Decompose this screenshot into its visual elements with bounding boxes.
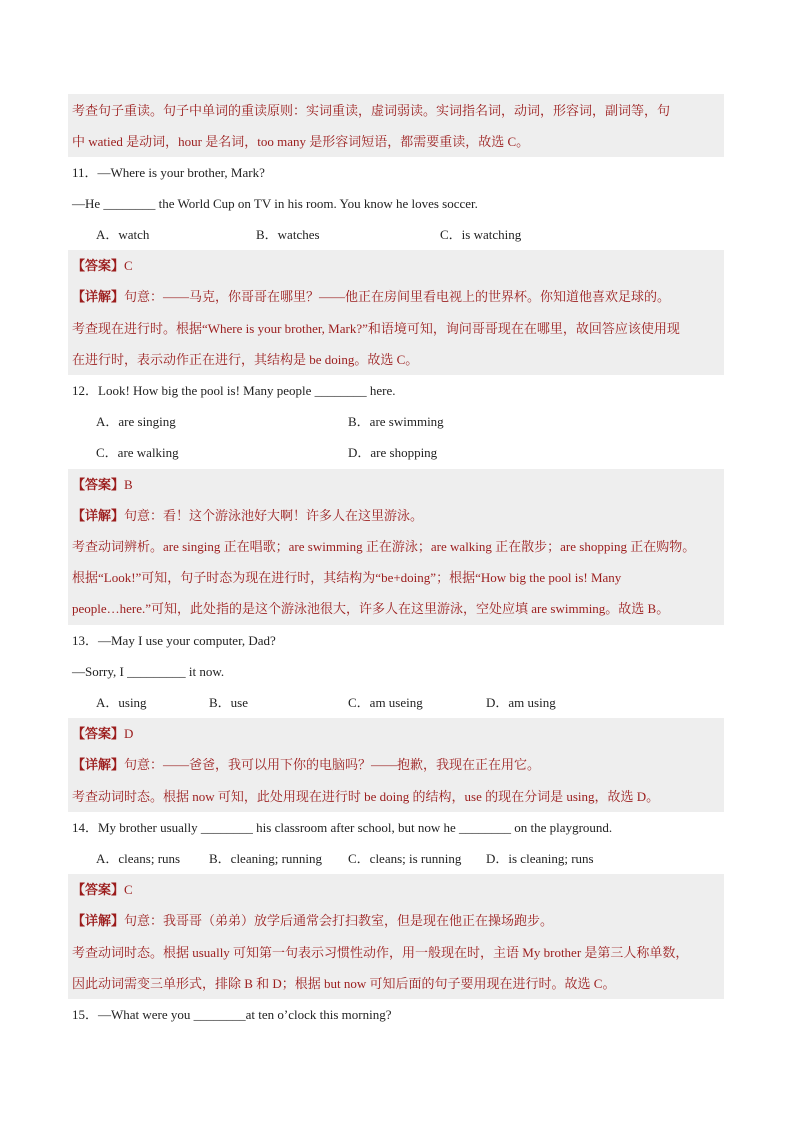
q15-stem: 15．—What were you ________at ten o’clock this morning? <box>72 1007 392 1022</box>
q14-option-b: B．cleaning; running <box>209 851 323 866</box>
q14-analysis-line-1: 考查动词时态。根据 usually 可知第一句表示习惯性动作，用一般现在时，主语 My brother 是第三人称单数， <box>72 945 689 960</box>
q13-option-c: C．am useing <box>348 695 423 710</box>
q12-analysis-line-1: 考查动词辨析。are singing 正在唱歌；are swimming 正在游泳；are walking 正在散步；are shopping 正在购物。 <box>72 539 696 554</box>
q14-stem: 14．My brother usually ________ his classroom after school, but now he ________ on the playground. <box>72 820 613 835</box>
detail-tag: 【详解】 <box>72 757 125 772</box>
answer-value: D <box>124 726 134 741</box>
q12-option-c: C．are walking <box>96 445 179 460</box>
q11-stem-2: —He ________ the World Cup on TV in his room. You know he loves soccer. <box>72 196 478 211</box>
detail-text: 句意：——爸爸，我可以用下你的电脑吗？——抱歉，我现在正在用它。 <box>124 757 541 772</box>
q13-option-b: B．use <box>209 695 249 710</box>
detail-text: 句意：我哥哥（弟弟）放学后通常会打扫教室，但是现在他正在操场跑步。 <box>124 913 554 928</box>
answer-value: C <box>124 258 133 273</box>
answer-tag: 【答案】 <box>72 882 125 897</box>
q11-stem: 11．—Where is your brother, Mark? <box>72 165 265 180</box>
q11-analysis-line-1: 考查现在进行时。根据“Where is your brother, Mark?”和语境可知，询问哥哥现在在哪里，故回答应该使用现 <box>72 321 680 336</box>
q12-analysis-line-2: 根据“Look!”可知，句子时态为现在进行时，其结构为“be+doing”；根据“How big the pool is! Many <box>72 570 622 585</box>
q14-detail <box>72 905 553 936</box>
q14-analysis-line-2: 因此动词需变三单形式，排除 B 和 D；根据 but now 可知后面的句子要用现在进行时。故选 C。 <box>72 976 616 991</box>
q12-stem: 12．Look! How big the pool is! Many people ________ here. <box>72 383 396 398</box>
detail-text: 句意：看！这个游泳池好大啊！许多人在这里游泳。 <box>124 508 424 523</box>
q10-analysis-line-2: 中 watied 是动词，hour 是名词，too many 是形容词短语，都需要重读，故选 C。 <box>72 134 530 149</box>
q11-option-b: B．watches <box>256 227 320 242</box>
q13-answer <box>72 718 133 749</box>
q13-stem: 13．—May I use your computer, Dad? <box>72 633 276 648</box>
q11-option-c: C．is watching <box>440 227 522 242</box>
q10-analysis-line-1: 考查句子重读。句子中单词的重读原则：实词重读，虚词弱读。实词指名词，动词，形容词，副词等，句 <box>72 103 671 118</box>
detail-tag: 【详解】 <box>72 289 125 304</box>
answer-value: B <box>124 477 133 492</box>
q14-option-c: C．cleans; is running <box>348 851 462 866</box>
q12-answer <box>72 469 133 500</box>
q11-detail <box>72 281 670 312</box>
q13-option-a: A．using <box>96 695 147 710</box>
answer-tag: 【答案】 <box>72 258 125 273</box>
q11-analysis-line-2: 在进行时，表示动作正在进行，其结构是 be doing。故选 C。 <box>72 352 419 367</box>
q14-answer <box>72 874 133 905</box>
q14-option-a: A．cleans; runs <box>96 851 181 866</box>
q13-analysis-line-1: 考查动词时态。根据 now 可知，此处用现在进行时 be doing 的结构，use 的现在分词是 using，故选 D。 <box>72 789 660 804</box>
detail-tag: 【详解】 <box>72 508 125 523</box>
answer-value: C <box>124 882 133 897</box>
q13-detail <box>72 749 540 780</box>
detail-tag: 【详解】 <box>72 913 125 928</box>
answer-tag: 【答案】 <box>72 726 125 741</box>
q12-option-a: A．are singing <box>96 414 176 429</box>
detail-text: 句意：——马克，你哥哥在哪里？——他正在房间里看电视上的世界杯。你知道他喜欢足球的。 <box>124 289 671 304</box>
q12-option-b: B．are swimming <box>348 414 444 429</box>
q14-option-d: D．is cleaning; runs <box>486 851 594 866</box>
q12-detail <box>72 500 423 531</box>
q12-option-d: D．are shopping <box>348 445 438 460</box>
q13-stem-2: —Sorry, I _________ it now. <box>72 664 225 679</box>
q11-option-a: A．watch <box>96 227 150 242</box>
q11-answer <box>72 250 133 281</box>
q13-option-d: D．am using <box>486 695 556 710</box>
q12-analysis-line-3: people…here.”可知，此处指的是这个游泳池很大，许多人在这里游泳，空处应填 are swimming。故选 B。 <box>72 601 670 616</box>
answer-tag: 【答案】 <box>72 477 125 492</box>
